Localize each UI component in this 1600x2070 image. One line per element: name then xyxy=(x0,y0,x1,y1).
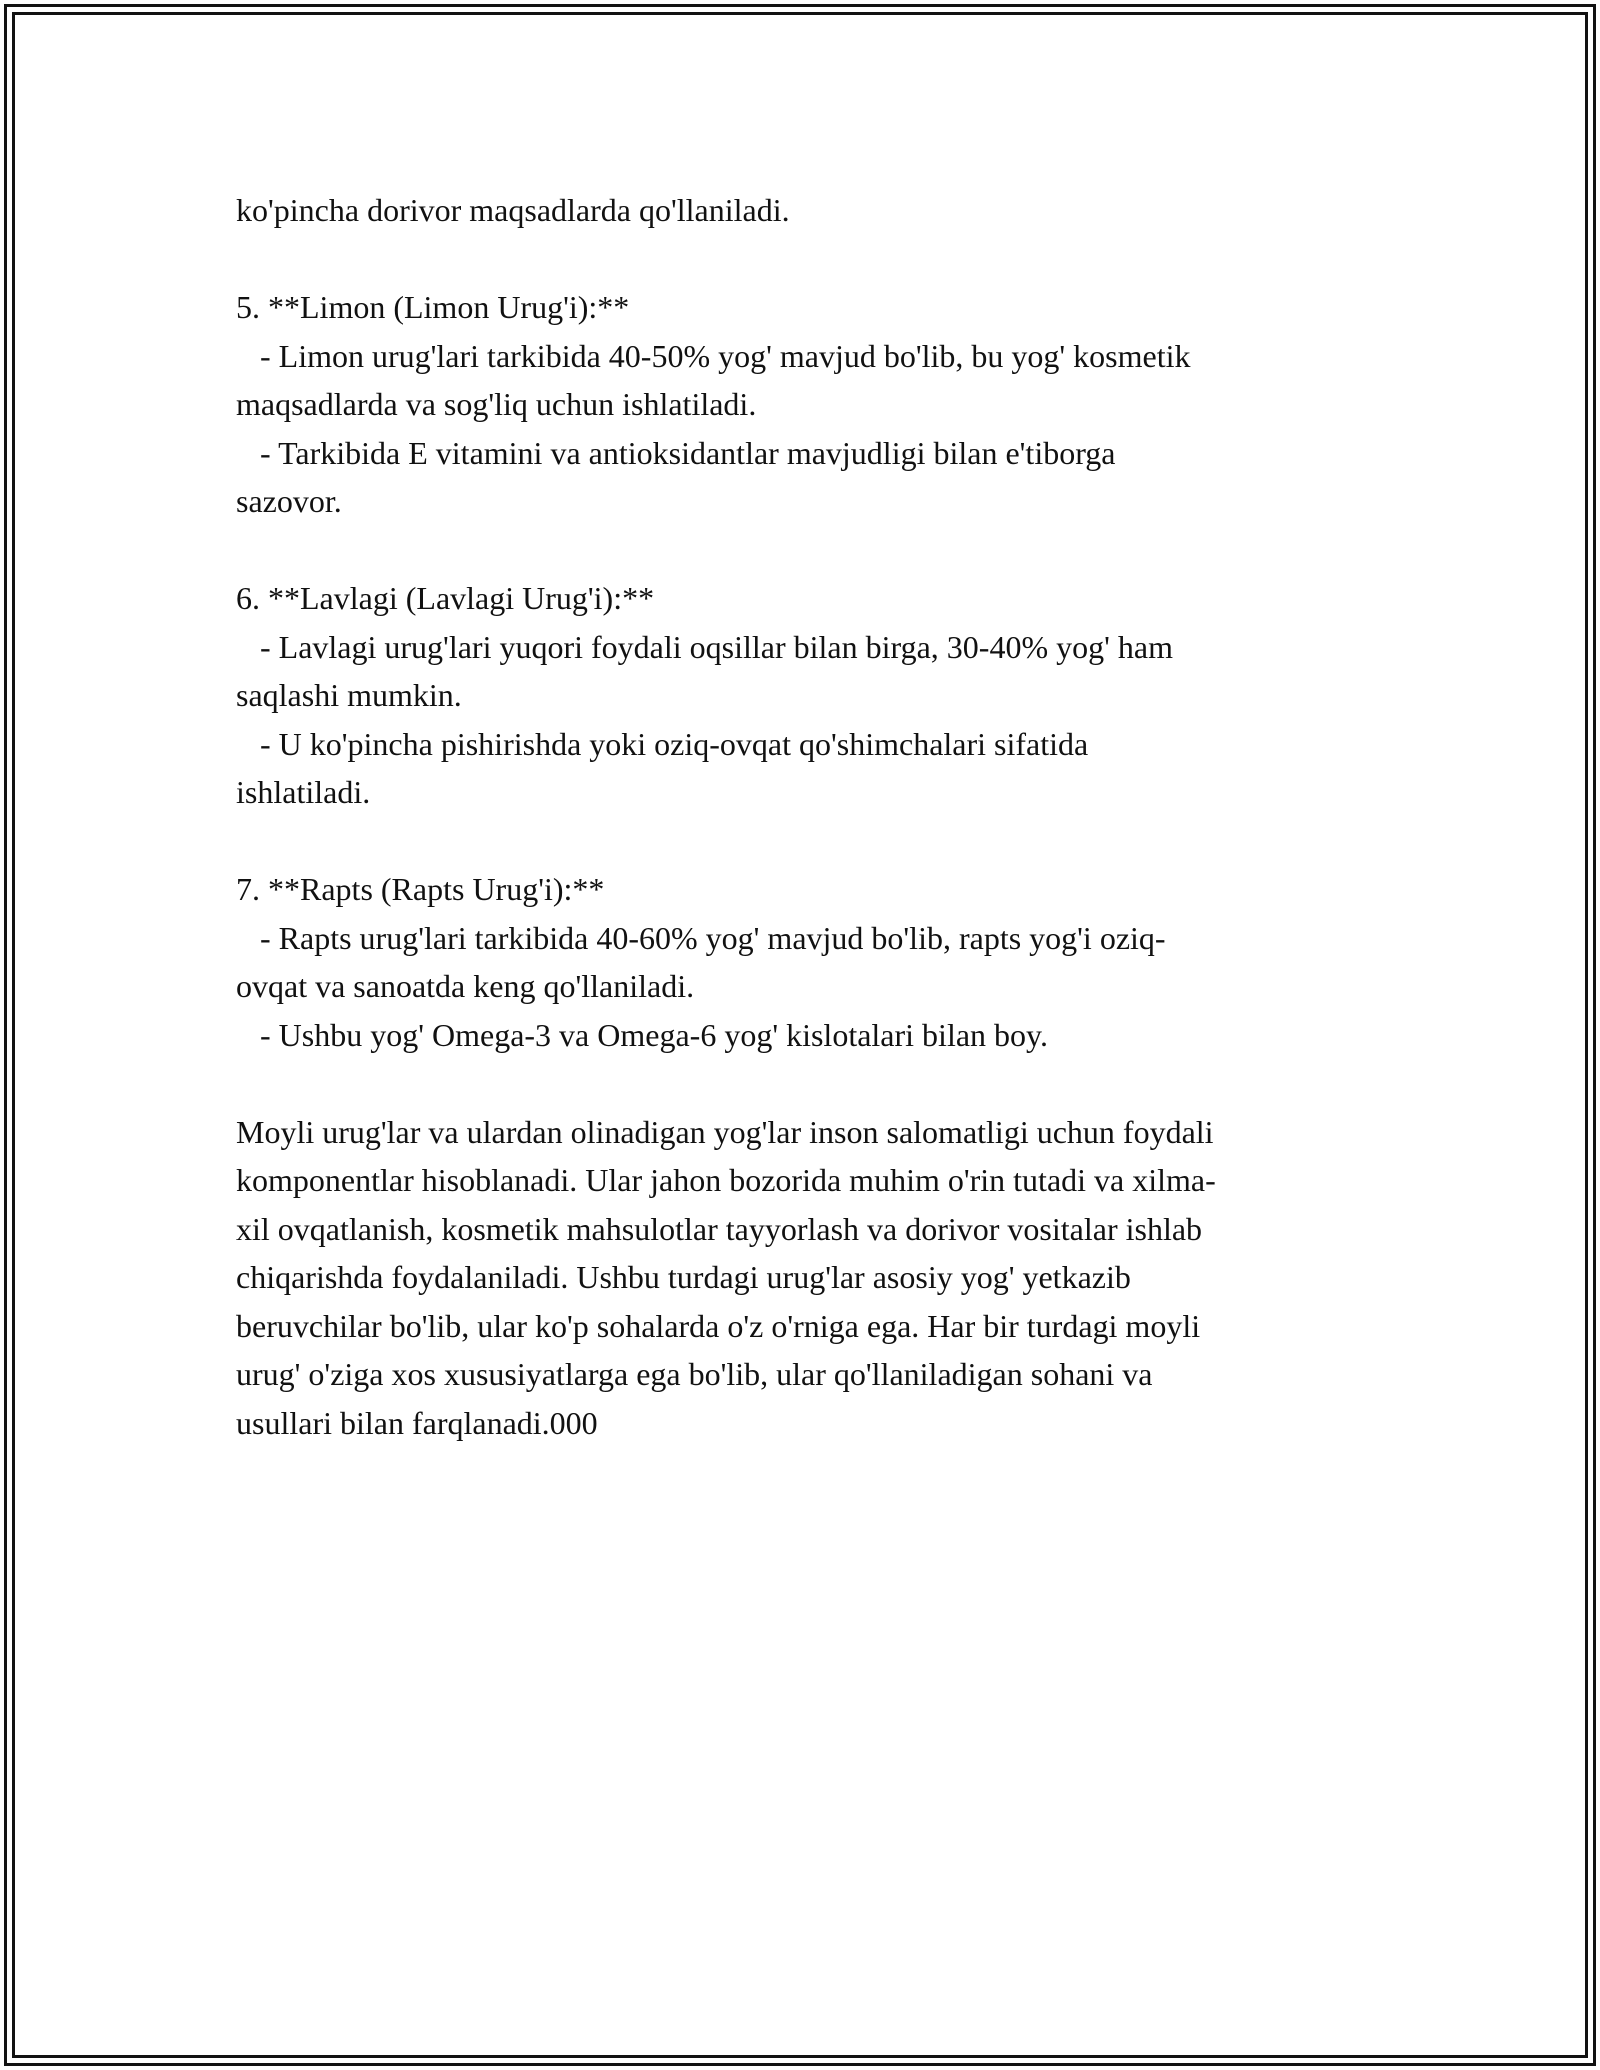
section-heading: 7. **Rapts (Rapts Urug'i):** xyxy=(236,871,605,907)
conclusion-line: komponentlar hisoblanadi. Ular jahon bozorida muhim o'rin tutadi va xilma- xyxy=(236,1162,1216,1198)
section-line: - Lavlagi urug'lari yuqori foydali oqsillar bilan birga, 30-40% yog' ham xyxy=(236,628,1173,665)
conclusion-line: usullari bilan farqlanadi.000 xyxy=(236,1404,598,1441)
blank-line xyxy=(236,235,1366,284)
section-line: - Rapts urug'lari tarkibida 40-60% yog' mavjud bo'lib, rapts yog'i oziq- xyxy=(236,919,1166,956)
section-line: - U ko'pincha pishirishda yoki oziq-ovqat qo'shimchalari sifatida xyxy=(236,725,1089,762)
section-rapts xyxy=(236,865,1366,1059)
section-heading: 5. **Limon (Limon Urug'i):** xyxy=(236,289,630,325)
conclusion-line: urug' o'ziga xos xususiyatlarga ega bo'lib, ular qo'llaniladigan sohani va xyxy=(236,1356,1153,1392)
blank-line xyxy=(236,1059,1366,1108)
section-limon xyxy=(236,283,1366,526)
section-line: ovqat va sanoatda keng qo'llaniladi. xyxy=(236,968,695,1004)
section-line: - Ushbu yog' Omega-3 va Omega-6 yog' kislotalari bilan boy. xyxy=(236,1016,1048,1053)
section-heading: 6. **Lavlagi (Lavlagi Urug'i):** xyxy=(236,580,655,616)
section-line: sazovor. xyxy=(236,483,342,519)
conclusion-paragraph xyxy=(236,1108,1366,1448)
blank-line xyxy=(236,526,1366,575)
continuation-line: ko'pincha dorivor maqsadlarda qo'llaniladi. xyxy=(236,192,790,228)
blank-line xyxy=(236,817,1366,866)
section-line: - Tarkibida E vitamini va antioksidantlar mavjudligi bilan e'tiborga xyxy=(236,434,1116,471)
conclusion-line: beruvchilar bo'lib, ular ko'p sohalarda o'z o'rniga ega. Har bir turdagi moyli xyxy=(236,1307,1201,1344)
conclusion-line: Moyli urug'lar va ulardan olinadigan yog'lar inson salomatligi uchun foydali xyxy=(236,1113,1214,1150)
section-line: - Limon urug'lari tarkibida 40-50% yog' mavjud bo'lib, bu yog' kosmetik xyxy=(236,337,1191,374)
section-lavlagi xyxy=(236,574,1366,817)
section-line: maqsadlarda va sog'liq uchun ishlatiladi. xyxy=(236,386,757,422)
section-line: ishlatiladi. xyxy=(236,774,371,810)
document-body xyxy=(236,186,1366,1447)
conclusion-line: xil ovqatlanish, kosmetik mahsulotlar tayyorlash va dorivor vositalar ishlab xyxy=(236,1210,1203,1247)
conclusion-line: chiqarishda foydalaniladi. Ushbu turdagi urug'lar asosiy yog' yetkazib xyxy=(236,1259,1131,1295)
section-line: saqlashi mumkin. xyxy=(236,677,462,713)
